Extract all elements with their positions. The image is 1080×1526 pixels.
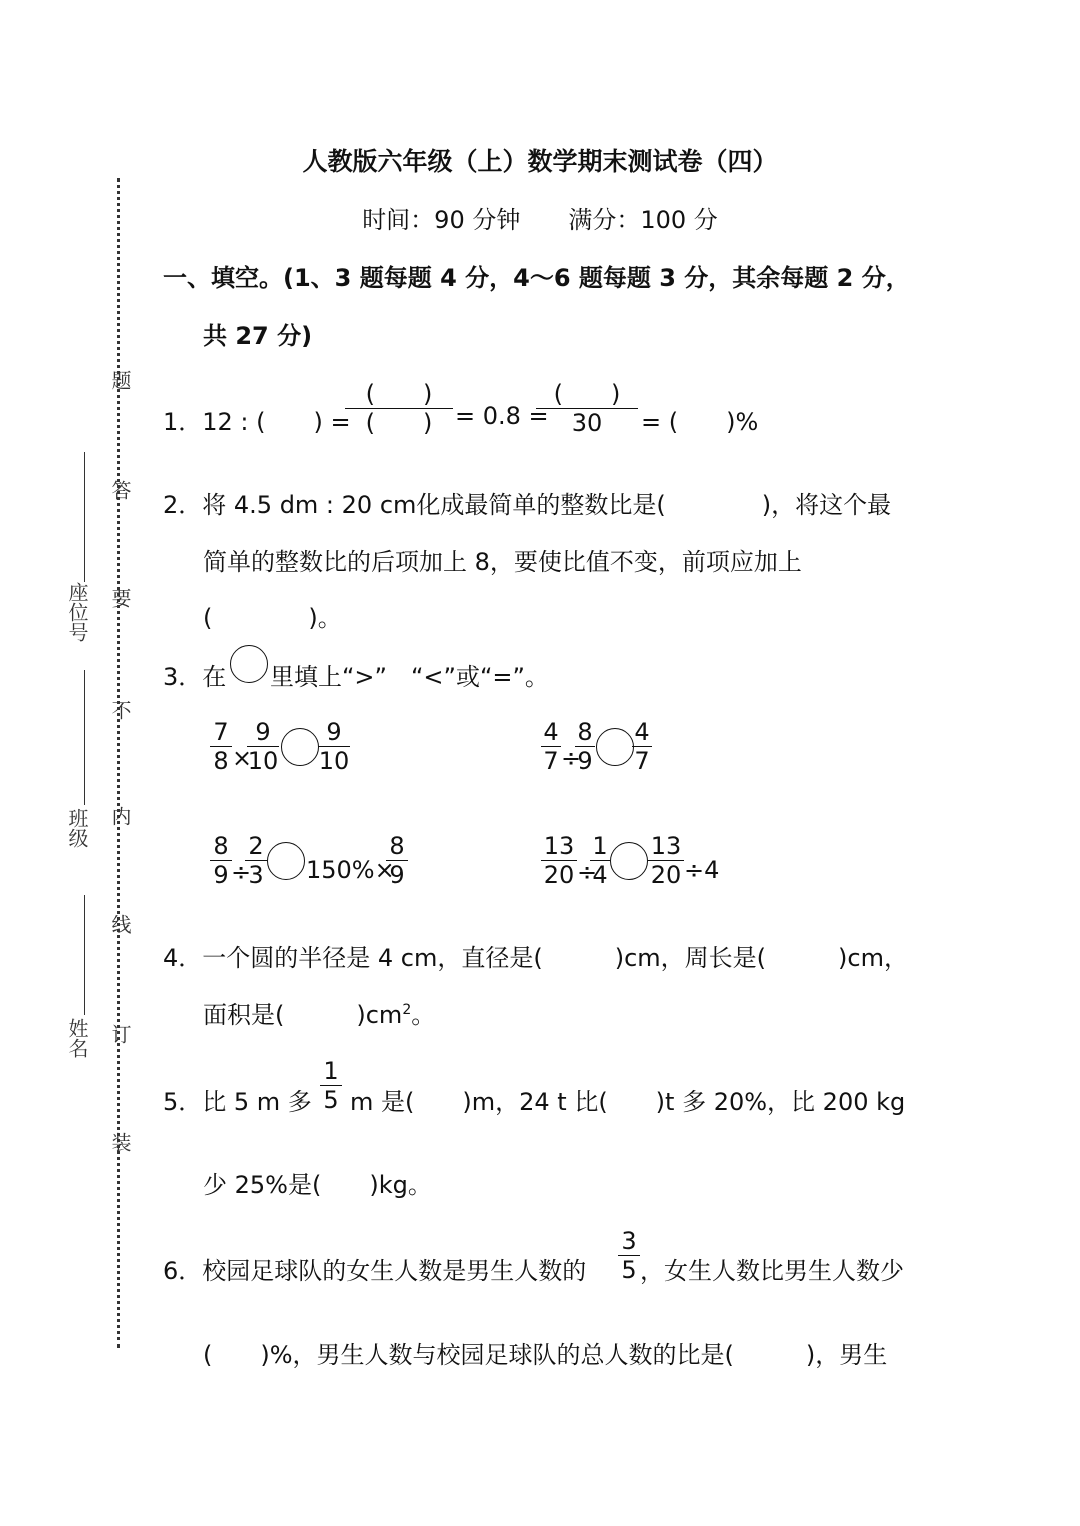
binding-char: 装 (108, 1132, 132, 1152)
q1-prefix: 1．12 : ( ) = (163, 408, 351, 436)
seat-number-blank[interactable] (84, 452, 85, 582)
q3b-frac1: $\frac{4}{7}$ (541, 718, 561, 775)
binding-char: 题 (108, 370, 132, 390)
q3c-mid: 150%× (306, 856, 395, 884)
q3c-frac2: $\frac{2}{3}$ (245, 832, 267, 889)
binding-char: 订 (108, 1024, 132, 1044)
q2-line1: 2．将 4.5 dm : 20 cm化成最简单的整数比是( )，将这个最 (163, 491, 892, 519)
binding-char: 答 (108, 480, 132, 500)
compare-circle[interactable] (610, 842, 648, 880)
exam-info: 时间：90 分钟 满分：100 分 (362, 206, 718, 234)
seat-number-label: 座位号 (65, 582, 89, 642)
binding-char: 线 (108, 914, 132, 934)
q3b-frac2: $\frac{8}{9}$ (575, 718, 595, 775)
class-label: 班级 (65, 808, 89, 848)
q3a-frac2: $\frac{9}{10}$ (247, 718, 279, 775)
section-heading-cont: 共 27 分) (203, 322, 313, 350)
q4-line2: 面积是( )$cm^2$。 (203, 1001, 436, 1029)
compare-circle[interactable] (596, 728, 634, 766)
q3a-op: × (232, 744, 253, 772)
circle-icon (230, 645, 268, 683)
q3d-op: ÷ (577, 858, 598, 886)
section-heading: 一、填空。(1、3 题每题 4 分，4～6 题每题 3 分，其余每题 2 分， (163, 264, 910, 292)
q3a-frac1: $\frac{7}{8}$ (210, 718, 232, 775)
q6-a: 6．校园足球队的女生人数是男生人数的 (163, 1257, 587, 1285)
page-title: 人教版六年级（上）数学期末测试卷（四） (302, 147, 778, 176)
compare-circle[interactable] (267, 842, 305, 880)
q6-fraction: $\frac{3}{5}$ (618, 1227, 640, 1284)
binding-char: 内 (108, 806, 132, 826)
q3c-op: ÷ (231, 858, 252, 886)
q4-line1: 4．一个圆的半径是 4 cm，直径是( )cm，周长是( )cm， (163, 944, 908, 972)
q3c-frac3: $\frac{8}{9}$ (386, 832, 408, 889)
name-blank[interactable] (84, 895, 85, 1015)
q3b-frac3: $\frac{4}{7}$ (632, 718, 652, 775)
q3b-op: ÷ (561, 744, 582, 772)
q1-f2-denominator: 30 (536, 408, 638, 437)
binding-char: 要 (108, 588, 132, 608)
q2-line3: ( )。 (203, 604, 342, 632)
q1-f1-denominator[interactable]: ( ) (345, 408, 453, 437)
name-label: 姓名 (65, 1018, 89, 1058)
q5-b: m 是( )m，24 t 比( )t 多 20%，比 200 kg (350, 1088, 906, 1116)
q6-line2: ( )%，男生人数与校园足球队的总人数的比是( )，男生 (203, 1341, 888, 1369)
q5-a: 5．比 5 m 多 (163, 1088, 312, 1116)
q3-after: 里填上“>” “<”或“=”。 (270, 663, 549, 691)
q1-fraction-1 (345, 380, 453, 437)
class-blank[interactable] (84, 670, 85, 805)
binding-char: 不 (108, 700, 132, 720)
q3a-frac3: $\frac{9}{10}$ (318, 718, 350, 775)
binding-dotted-line (117, 178, 120, 1348)
q1-suffix: = ( )% (641, 408, 759, 436)
q3d-frac1: $\frac{13}{20}$ (541, 832, 577, 889)
q3d-frac3: $\frac{13}{20}$ (648, 832, 684, 889)
q3d-frac2: $\frac{1}{4}$ (590, 832, 610, 889)
q1-f2-numerator[interactable]: ( ) (553, 380, 621, 408)
q1-mid: = 0.8 = (455, 402, 549, 430)
q3-before: 3．在 (163, 663, 227, 691)
q5-fraction: $\frac{1}{5}$ (320, 1057, 342, 1114)
q1-f1-numerator[interactable]: ( ) (365, 380, 433, 408)
q6-b: ，女生人数比男生人数少 (640, 1257, 904, 1285)
q1-fraction-2 (536, 380, 638, 437)
q5-line2: 少 25%是( )kg。 (203, 1171, 432, 1199)
compare-circle[interactable] (281, 728, 319, 766)
q3d-tail: ÷4 (684, 856, 720, 884)
q2-line2: 简单的整数比的后项加上 8，要使比值不变，前项应加上 (203, 548, 802, 576)
q3c-frac1: $\frac{8}{9}$ (210, 832, 232, 889)
